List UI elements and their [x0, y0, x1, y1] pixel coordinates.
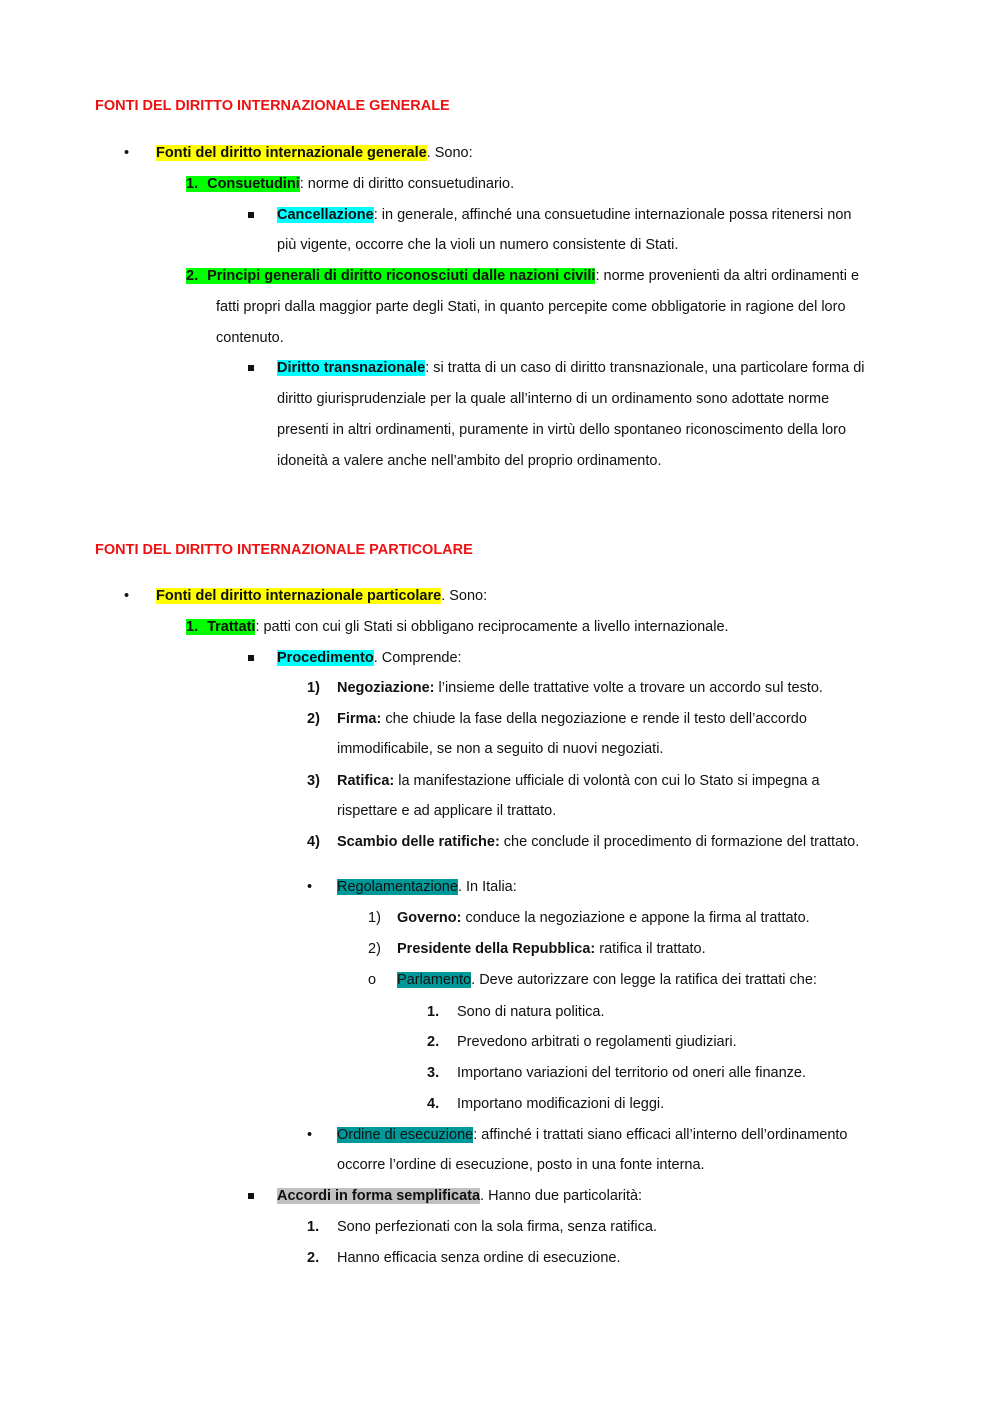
- highlight-term: Fonti del diritto internazionale generale: [156, 145, 427, 161]
- list-item: Importano variazioni del territorio od oneri alle finanze.: [457, 1065, 806, 1081]
- condition-number: 1.: [427, 1004, 440, 1020]
- square-bullet: [248, 655, 254, 661]
- highlight-term: Diritto transnazionale: [277, 360, 426, 376]
- text-line: presenti in altri ordinamenti, puramente in virtù dello spontaneo riconoscimento della loro: [277, 422, 847, 438]
- section-title-generale: FONTI DEL DIRITTO INTERNAZIONALE GENERALE: [95, 98, 450, 114]
- highlight-term: Cancellazione: [277, 207, 374, 223]
- square-bullet: [248, 212, 254, 218]
- list-item: 1. Consuetudini: norme di diritto consuetudinario.: [186, 176, 515, 192]
- text-line: diritto giurisprudenziale per la quale all’interno di un ordinamento sono adottate norme: [277, 391, 830, 407]
- list-item: Regolamentazione. In Italia:: [337, 879, 517, 895]
- highlight-term: Accordi in forma semplificata: [277, 1188, 481, 1204]
- list-item: Negoziazione: l’insieme delle trattative volte a trovare un accordo sul testo.: [337, 680, 823, 696]
- text-line: più vigente, occorre che la violi un numero consistente di Stati.: [277, 237, 679, 253]
- text-line: rispettare e ad applicare il trattato.: [337, 803, 557, 819]
- organ-number: 2): [368, 941, 381, 957]
- list-item: Ratifica: la manifestazione ufficiale di volontà con cui lo Stato si impegna a: [337, 773, 820, 789]
- feature-number: 1.: [307, 1219, 320, 1235]
- list-item: Cancellazione: in generale, affinché una consuetudine internazionale possa ritenersi non: [277, 207, 852, 223]
- bullet-dot: •: [307, 879, 313, 895]
- list-item: Fonti del diritto internazionale particolare. Sono:: [156, 588, 488, 604]
- list-item: Governo: conduce la negoziazione e appone la firma al trattato.: [397, 910, 810, 926]
- list-item: Ordine di esecuzione: affinché i trattati siano efficaci all’interno dell’ordinamento: [337, 1127, 848, 1143]
- list-item: Prevedono arbitrati o regolamenti giudiziari.: [457, 1034, 737, 1050]
- step-number: 4): [307, 834, 320, 850]
- highlight-term: Regolamentazione: [337, 879, 458, 895]
- organ-number: 1): [368, 910, 381, 926]
- square-bullet: [248, 365, 254, 371]
- step-number: 3): [307, 773, 320, 789]
- list-item: Scambio delle ratifiche: che conclude il procedimento di formazione del trattato.: [337, 834, 860, 850]
- highlight-term: Fonti del diritto internazionale particolare: [156, 588, 442, 604]
- highlight-term: Trattati: [207, 619, 256, 635]
- condition-number: 3.: [427, 1065, 440, 1081]
- square-bullet: [248, 1193, 254, 1199]
- list-item: Sono di natura politica.: [457, 1004, 605, 1020]
- text-line: idoneità a valere anche nell’ambito del proprio ordinamento.: [277, 453, 662, 469]
- step-number: 1): [307, 680, 320, 696]
- list-item: Procedimento. Comprende:: [277, 650, 462, 666]
- list-item: 2. Principi generali di diritto riconosciuti dalle nazioni civili: norme provenienti da altri ordinamenti e: [186, 268, 860, 284]
- text-line: fatti propri dalla maggior parte degli Stati, in quanto percepite come obbligatorie in ragione del loro: [216, 299, 846, 315]
- highlight-term: Principi generali di diritto riconosciuti dalle nazioni civili: [207, 268, 596, 284]
- list-item: Importano modificazioni di leggi.: [457, 1096, 665, 1112]
- bullet-dot: •: [124, 588, 130, 604]
- list-item: Presidente della Repubblica: ratifica il trattato.: [397, 941, 706, 957]
- feature-number: 2.: [307, 1250, 320, 1266]
- list-item: Fonti del diritto internazionale generale. Sono:: [156, 145, 473, 161]
- highlight-term: Parlamento: [397, 972, 472, 988]
- text-line: contenuto.: [216, 330, 284, 346]
- text-line: occorre l’ordine di esecuzione, posto in una fonte interna.: [337, 1157, 705, 1173]
- condition-number: 4.: [427, 1096, 440, 1112]
- list-item: Parlamento. Deve autorizzare con legge la ratifica dei trattati che:: [397, 972, 817, 988]
- condition-number: 2.: [427, 1034, 440, 1050]
- list-item: Hanno efficacia senza ordine di esecuzione.: [337, 1250, 621, 1266]
- list-item: Firma: che chiude la fase della negoziazione e rende il testo dell’accordo: [337, 711, 807, 727]
- section-title-particolare: FONTI DEL DIRITTO INTERNAZIONALE PARTICOLARE: [95, 542, 473, 558]
- list-item: 1. Trattati: patti con cui gli Stati si obbligano reciprocamente a livello internazionale.: [186, 619, 729, 635]
- highlight-term: Consuetudini: [207, 176, 300, 192]
- highlight-term: Ordine di esecuzione: [337, 1127, 474, 1143]
- list-item: Accordi in forma semplificata. Hanno due particolarità:: [277, 1188, 643, 1204]
- list-item: Sono perfezionati con la sola firma, senza ratifica.: [337, 1219, 657, 1235]
- bullet-dot: •: [124, 145, 130, 161]
- list-item: Diritto transnazionale: si tratta di un caso di diritto transnazionale, una particolare forma di: [277, 360, 865, 376]
- highlight-term: Procedimento: [277, 650, 374, 666]
- bullet-dot: •: [307, 1127, 313, 1143]
- text-line: immodificabile, se non a seguito di nuovi negoziati.: [337, 741, 664, 757]
- step-number: 2): [307, 711, 320, 727]
- circle-bullet: o: [368, 972, 377, 988]
